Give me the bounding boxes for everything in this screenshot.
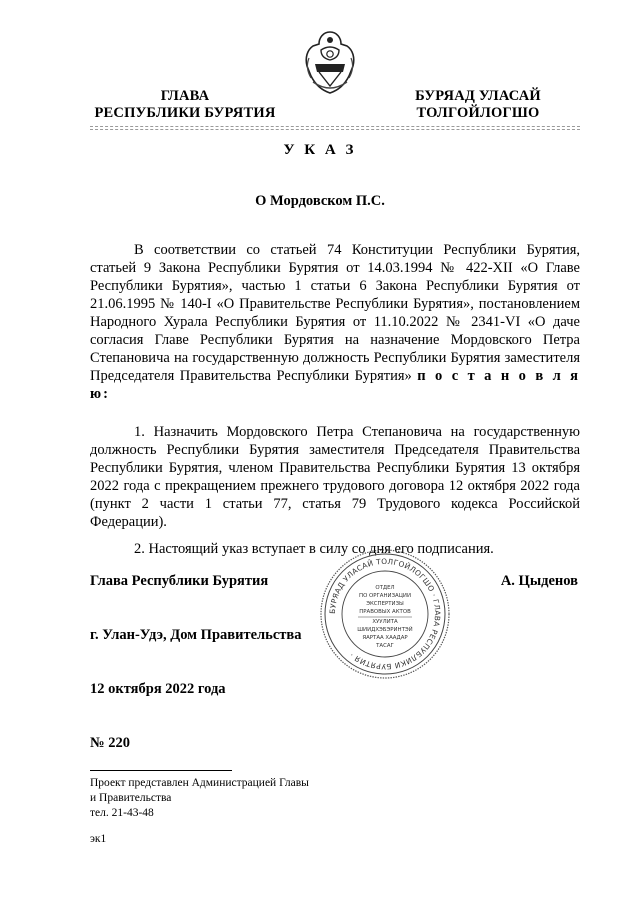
decree-item-1: [90, 423, 580, 531]
decree-colon: :: [103, 386, 110, 402]
official-stamp: [318, 547, 452, 681]
stamp-line-7: ЯАРТАА ХААДАР: [362, 635, 408, 641]
preamble-text: В соответствии со статьей 74 Конституции Республики Бурятия, статьей 9 Закона Республики Бурятия от 14.03.1994 № 422-XII «О Главе Республики Бурятия», частью 1 статьи 6 Закона Республики Бурятия от 21.06.1995 № 140-I «О Правительстве Республики Бурятия», постановлением Народного Хурала Республики Бурятия от 11.10.2022 № 2341-VI «О даче согласия Главе Республики Бурятия на назначение Мордовского Петра Степановича на государственную должность Республики Бурятия заместителя Председателя Правительства Республики Бурятия»: [90, 242, 580, 384]
stamp-line-6: ШИИДХЭБЭРИНТЭЙ: [357, 627, 413, 633]
stamp-line-4: ПРАВОВЫХ АКТОВ: [359, 609, 411, 615]
issue-date: 12 октября 2022 года: [90, 681, 226, 697]
decree-item-1-text: 1. Назначить Мордовского Петра Степановича на государственную должность Республики Бурятия заместителя Председателя Правительства Республики Бурятия, членом Правительства Республики Бурятия 13 октября 2022 года с прекращением прежнего трудового договора 12 октября 2022 года (пункт 2 части 1 статьи 77, статья 79 Трудового кодекса Российской Федерации).: [90, 424, 580, 530]
header-left-line2: РЕСПУБЛИКИ БУРЯТИЯ: [94, 105, 276, 121]
stamp-line-2: ПО ОРГАНИЗАЦИИ: [359, 593, 411, 599]
footer-line-3: тел. 21-43-48: [90, 807, 154, 819]
header-right-line2: ТОЛГОЙЛОГШО: [416, 105, 540, 121]
header-left: [90, 88, 280, 122]
footer-line-4: эк1: [90, 833, 107, 845]
buryatia-coat-of-arms-icon: [299, 28, 361, 96]
decree-number: № 220: [90, 735, 130, 751]
preamble-paragraph: [90, 241, 580, 403]
issue-place: г. Улан-Удэ, Дом Правительства: [90, 627, 302, 643]
decree-item-2-text: 2. Настоящий указ вступает в силу со дня его подписания.: [134, 541, 494, 557]
signatory-position: Глава Республики Бурятия: [90, 573, 269, 589]
header-right: [378, 88, 578, 122]
header-left-line1: ГЛАВА: [160, 88, 210, 104]
header-divider: [90, 126, 580, 127]
decree-word: п о с т а н о в л я ю: [90, 368, 581, 402]
footer-line-2: и Правительства: [90, 792, 172, 804]
stamp-line-8: ТАСАГ: [376, 643, 394, 649]
stamp-outer-text: БУРЯАД УЛАСАЙ ТОЛГОЙЛОГШО · ГЛАВА РЕСПУБЛИКИ БУРЯТИЯ ·: [327, 556, 443, 672]
header-right-line1: БУРЯАД УЛАСАЙ: [415, 88, 541, 104]
document-title: О Мордовском П.С.: [255, 193, 385, 209]
stamp-line-3: ЭКСПЕРТИЗЫ: [366, 601, 404, 607]
footer-line-1: Проект представлен Администрацией Главы: [90, 777, 309, 789]
stamp-line-1: ОТДЕЛ: [375, 585, 395, 591]
signatory-name: А. Цыденов: [500, 573, 578, 589]
footer-divider: [90, 770, 232, 771]
stamp-line-5: ХУУЛИТА: [372, 619, 398, 625]
document-type: У К А З: [283, 142, 357, 158]
header-divider-second: [90, 129, 580, 130]
